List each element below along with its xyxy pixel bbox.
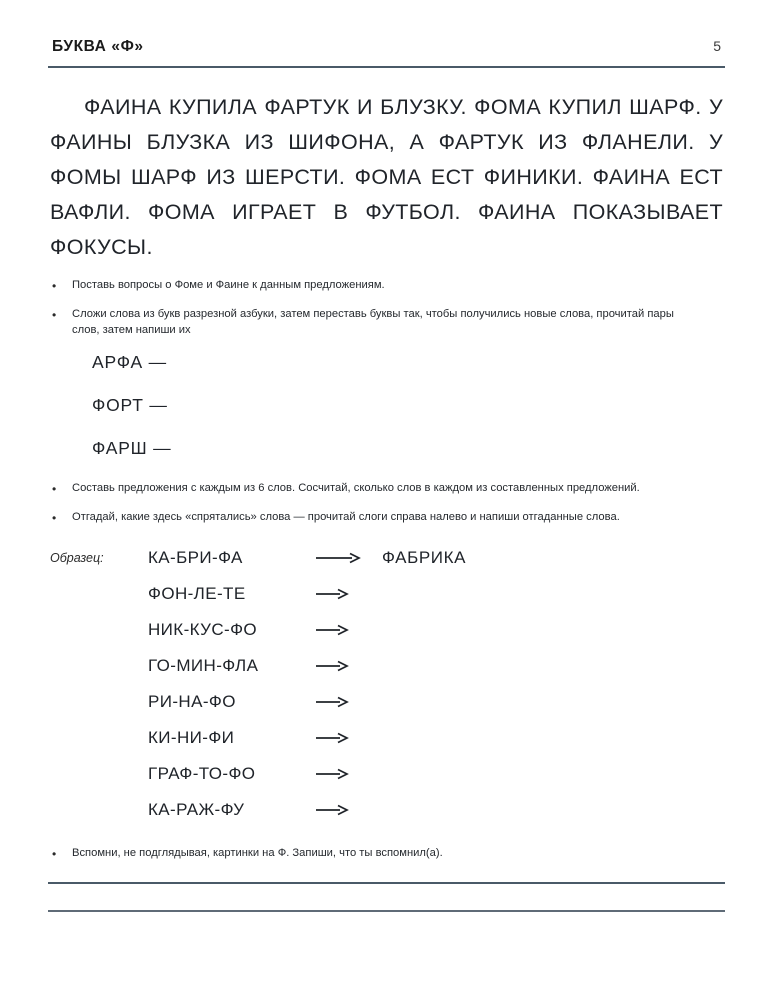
bullet-icon: • bbox=[52, 482, 57, 496]
arrow-right-icon bbox=[316, 804, 382, 816]
arrow-right-icon bbox=[316, 660, 382, 672]
arrow-right-icon bbox=[316, 552, 382, 564]
answer-cell: ФАБРИКА bbox=[382, 548, 467, 567]
table-row bbox=[48, 576, 725, 612]
reading-paragraph-text: ФАИНА КУПИЛА ФАРТУК И БЛУЗКУ. ФОМА КУПИЛ ШАРФ. У ФАИНЫ БЛУЗКА ИЗ ШИФОНА, А ФАРТУК ИЗ ФЛАНЕЛИ. У ФОМЫ ШАРФ ИЗ ШЕРСТИ. ФОМА ЕСТ ФИНИКИ. ФАИНА ЕСТ ВАФЛИ. ФОМА ИГРАЕТ В ФУТБОЛ. ФАИНА ПОКАЗЫВАЕТ ФОКУСЫ. bbox=[50, 95, 723, 259]
syllable-exercise-table bbox=[48, 540, 725, 828]
arrow-right-icon bbox=[316, 732, 382, 744]
syllable-cell: ФОН-ЛЕ-ТЕ bbox=[148, 584, 246, 603]
syllable-cell: ГРАФ-ТО-ФО bbox=[148, 764, 256, 783]
task-item bbox=[50, 846, 723, 862]
syllable-cell: РИ-НА-ФО bbox=[148, 692, 236, 711]
table-row bbox=[48, 612, 725, 648]
bullet-icon: • bbox=[52, 511, 57, 525]
task-text: Отгадай, какие здесь «спрятались» слова — прочитай слоги справа налево и напиши отгаданные слова. bbox=[72, 511, 620, 523]
syllable-cell: НИК-КУС-ФО bbox=[148, 620, 258, 639]
page-title: БУКВА «Ф» bbox=[52, 38, 144, 55]
task-item bbox=[50, 510, 723, 526]
bullet-icon: • bbox=[52, 847, 57, 861]
task-text: Вспомни, не подглядывая, картинки на Ф. Запиши, что ты вспомнил(а). bbox=[72, 847, 443, 859]
task-item bbox=[50, 481, 723, 497]
list-item: АРФА — bbox=[92, 352, 167, 372]
syllable-cell: КА-БРИ-ФА bbox=[148, 548, 243, 567]
arrow-right-icon bbox=[316, 696, 382, 708]
table-row bbox=[48, 648, 725, 684]
table-row bbox=[48, 540, 725, 576]
reading-paragraph bbox=[50, 90, 723, 265]
anagram-word-list bbox=[48, 352, 725, 459]
list-item: ФОРТ — bbox=[92, 395, 168, 415]
arrow-right-icon bbox=[316, 588, 382, 600]
task-text: Сложи слова из букв разрезной азбуки, затем переставь буквы так, чтобы получились новые слова, прочитай пары слов, затем напиши их bbox=[72, 308, 674, 336]
syllable-cell: КИ-НИ-ФИ bbox=[148, 728, 235, 747]
task-item bbox=[50, 278, 723, 294]
task-text: Составь предложения с каждым из 6 слов. Сосчитай, сколько слов в каждом из составленных предложений. bbox=[72, 482, 640, 494]
syllable-cell: ГО-МИН-ФЛА bbox=[148, 656, 259, 675]
arrow-right-icon bbox=[316, 624, 382, 636]
header-divider bbox=[48, 66, 725, 68]
table-row bbox=[48, 792, 725, 828]
arrow-right-icon bbox=[316, 768, 382, 780]
table-row bbox=[48, 720, 725, 756]
table-row bbox=[48, 756, 725, 792]
footer-divider-secondary bbox=[48, 910, 725, 912]
sample-label: Образец: bbox=[50, 551, 104, 565]
page-header bbox=[48, 38, 725, 56]
footer-divider-primary bbox=[48, 882, 725, 884]
syllable-cell: КА-РАЖ-ФУ bbox=[148, 800, 245, 819]
task-text: Поставь вопросы о Фоме и Фаине к данным предложениям. bbox=[72, 279, 385, 291]
bullet-icon: • bbox=[52, 308, 57, 322]
table-row bbox=[48, 684, 725, 720]
list-item: ФАРШ — bbox=[92, 438, 172, 458]
bullet-icon: • bbox=[52, 279, 57, 293]
task-item bbox=[50, 307, 723, 338]
page-number: 5 bbox=[713, 38, 721, 54]
